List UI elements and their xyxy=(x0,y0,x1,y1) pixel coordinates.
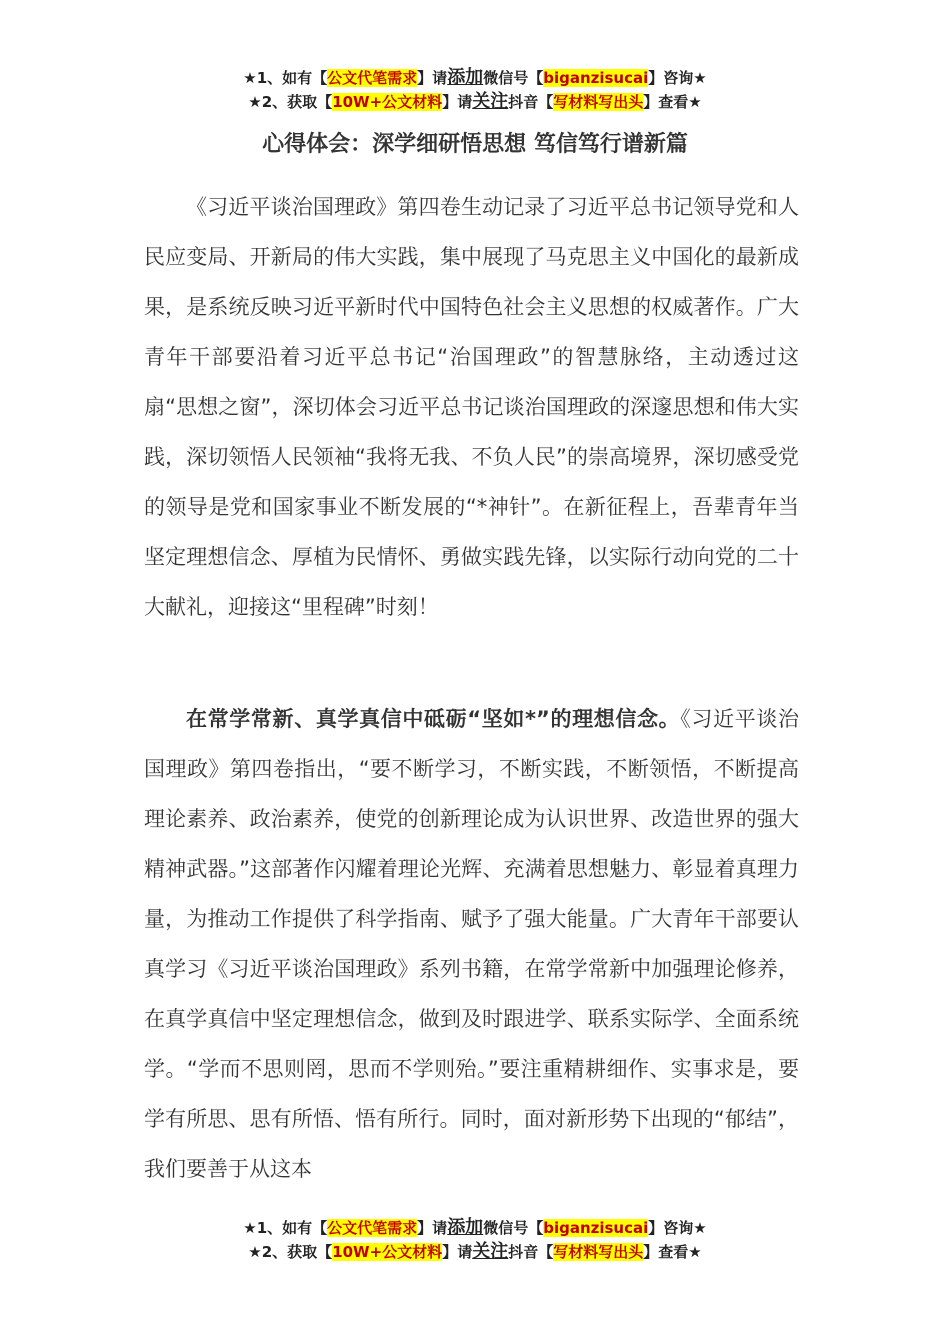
body-paragraph-2 xyxy=(144,694,799,1194)
paragraph-heading: 在常学常新、真学真信中砥砺“坚如*”的理想信念。 xyxy=(186,707,681,731)
douyin-account: 写材料写出头 xyxy=(553,1243,644,1261)
header-banner xyxy=(0,66,950,114)
banner-line-2: ★2、获取【10W+公文材料】请关注抖音【写材料写出头】查看★ xyxy=(248,1241,702,1262)
banner-line-2: ★2、获取【10W+公文材料】请关注抖音【写材料写出头】查看★ xyxy=(248,91,702,112)
underlined-text: 关注 xyxy=(472,1241,509,1262)
wechat-id: biganzisucai xyxy=(543,69,649,87)
wechat-id: biganzisucai xyxy=(543,1219,649,1237)
star-icon: ★ xyxy=(248,1243,262,1261)
star-icon: ★ xyxy=(243,1219,257,1237)
paragraph-text: 《习近平谈治国理政》第四卷生动记录了习近平总书记领导党和人民应变局、开新局的伟大实践，集中展现了马克思主义中国化的最新成果，是系统反映习近平新时代中国特色社会主义思想的权威著作。广大青年干部要沿着习近平总书记“治国理政”的智慧脉络，主动透过这扇“思想之窗”，深切体会习近平总书记谈治国理政的深邃思想和伟大实践，深切领悟人民领袖“我将无我、不负人民”的崇高境界，深切感受党的领导是党和国家事业不断发展的“*神针”。在新征程上，吾辈青年当坚定理想信念、厚植为民情怀、勇做实践先锋，以实际行动向党的二十大献礼，迎接这“里程碑”时刻！ xyxy=(144,195,799,619)
star-icon: ★ xyxy=(248,93,262,111)
document-title: 心得体会：深学细研悟思想 笃信笃行谱新篇 xyxy=(262,132,688,157)
paragraph-body: 《习近平谈治国理政》第四卷指出，“要不断学习，不断实践，不断领悟，不断提高理论素养、政治素养，使党的创新理论成为认识世界、改造世界的强大精神武器。”这部著作闪耀着理论光辉、充满着思想魅力、彰显着真理力量，为推动工作提供了科学指南、赋予了强大能量。广大青年干部要认真学习《习近平谈治国理政》系列书籍，在常学常新中加强理论修养，在真学真信中坚定理想信念，做到及时跟进学、联系实际学、全面系统学。“学而不思则罔，思而不学则殆。”要注重精耕细作、实事求是，要学有所思、思有所悟、悟有所行。同时，面对新形势下出现的“郁结”，我们要善于从这本 xyxy=(144,707,799,1181)
underlined-text: 添加 xyxy=(447,1217,484,1238)
footer-banner xyxy=(0,1216,950,1264)
underlined-text: 添加 xyxy=(447,67,484,88)
highlight-text: 公文代笔需求 xyxy=(327,69,418,87)
star-icon: ★ xyxy=(243,69,257,87)
body-paragraph-1 xyxy=(144,182,799,632)
highlight-text: 10W+公文材料 xyxy=(332,93,443,111)
douyin-account: 写材料写出头 xyxy=(553,93,644,111)
underlined-text: 关注 xyxy=(472,91,509,112)
highlight-text: 公文代笔需求 xyxy=(327,1219,418,1237)
paragraph-text xyxy=(144,694,799,1194)
highlight-text: 10W+公文材料 xyxy=(332,1243,443,1261)
banner-line-1: ★1、如有【公文代笔需求】请添加微信号【biganzisucai】咨询★ xyxy=(243,67,707,88)
banner-line-1: ★1、如有【公文代笔需求】请添加微信号【biganzisucai】咨询★ xyxy=(243,1217,707,1238)
